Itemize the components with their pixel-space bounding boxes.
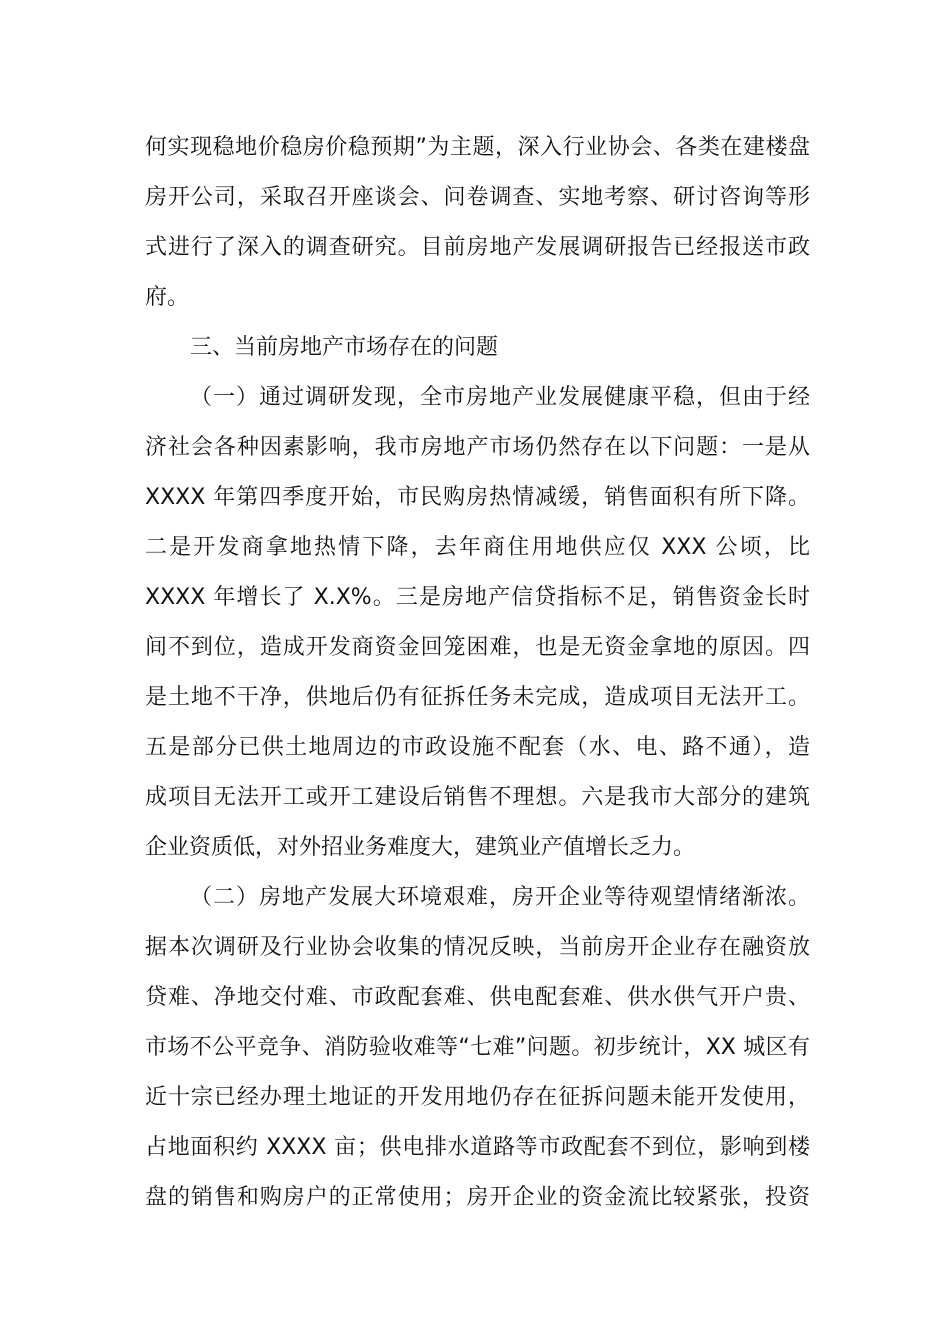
text-line: 成项目无法开工或开工建设后销售不理想。六是我市大部分的建筑 bbox=[145, 785, 810, 810]
text-line: 二是开发商拿地热情下降，去年商住用地供应仅 XXX 公顷，比 bbox=[145, 535, 810, 560]
text-line: 何实现稳地价稳房价稳预期”为主题，深入行业协会、各类在建楼盘 bbox=[145, 135, 810, 160]
text-line: 贷难、净地交付难、市政配套难、供电配套难、供水供气开户贵、 bbox=[145, 985, 810, 1010]
text-line: 房开公司，采取召开座谈会、问卷调查、实地考察、研讨咨询等形 bbox=[145, 185, 810, 210]
text-line: 据本次调研及行业协会收集的情况反映，当前房开企业存在融资放 bbox=[145, 935, 810, 960]
text-line: 市场不公平竞争、消防验收难等“七难”问题。初步统计，XX 城区有 bbox=[145, 1035, 810, 1060]
text-line: 府。 bbox=[145, 285, 190, 310]
text-line: 济社会各种因素影响，我市房地产市场仍然存在以下问题：一是从 bbox=[145, 435, 810, 460]
text-line: 近十宗已经办理土地证的开发用地仍存在征拆问题未能开发使用， bbox=[145, 1085, 810, 1110]
text-line: XXXX 年增长了 X.X%。三是房地产信贷指标不足，销售资金长时 bbox=[145, 585, 810, 610]
text-line: 间不到位，造成开发商资金回笼困难，也是无资金拿地的原因。四 bbox=[145, 635, 810, 660]
text-line: 占地面积约 XXXX 亩；供电排水道路等市政配套不到位，影响到楼 bbox=[145, 1135, 810, 1160]
text-line: 五是部分已供土地周边的市政设施不配套（水、电、路不通），造 bbox=[145, 735, 810, 760]
text-line: 企业资质低，对外招业务难度大，建筑业产值增长乏力。 bbox=[145, 835, 696, 860]
text-line: 盘的销售和购房户的正常使用；房开企业的资金流比较紧张，投资 bbox=[145, 1185, 810, 1210]
text-line: （一）通过调研发现，全市房地产业发展健康平稳，但由于经 bbox=[190, 385, 810, 410]
text-line: 式进行了深入的调查研究。目前房地产发展调研报告已经报送市政 bbox=[145, 235, 810, 260]
text-line: （二）房地产发展大环境艰难，房开企业等待观望情绪渐浓。 bbox=[190, 885, 810, 910]
text-line: 是土地不干净，供地后仍有征拆任务未完成，造成项目无法开工。 bbox=[145, 685, 810, 710]
text-line: XXXX 年第四季度开始，市民购房热情减缓，销售面积有所下降。 bbox=[145, 485, 810, 510]
section-heading: 三、当前房地产市场存在的问题 bbox=[190, 335, 499, 360]
